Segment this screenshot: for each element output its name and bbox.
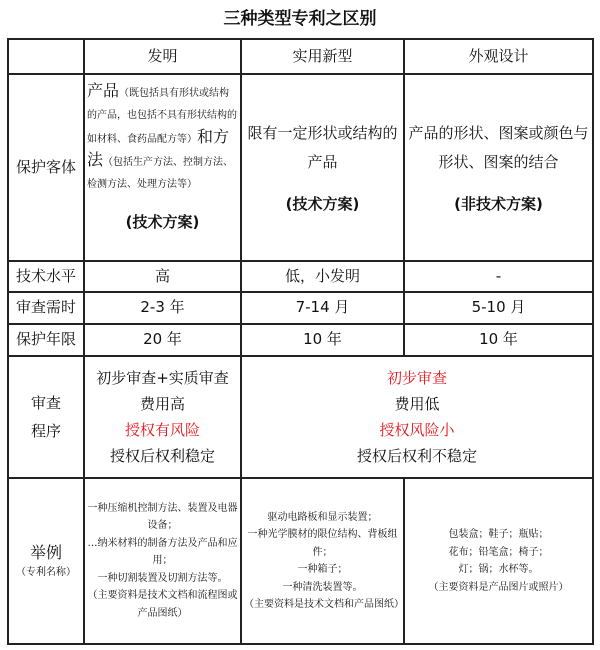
example: …纳米材料的制备方法及产品和应用；: [87, 537, 238, 567]
example: 一种清洗装置等。: [282, 581, 363, 593]
row-label: [8, 478, 84, 644]
invention-tag: (技术方案): [125, 212, 200, 231]
page-title: 三种类型专利之区别: [223, 9, 377, 29]
example: 一种箱子；: [297, 564, 348, 575]
row-label: 审查需时: [8, 292, 84, 324]
invention-cell: 20 年: [84, 324, 241, 356]
examples-row: [8, 478, 593, 644]
header-row: [8, 39, 593, 74]
invention-cell: [84, 74, 241, 261]
design-cell: [404, 74, 593, 261]
header-invention: 发明: [84, 39, 241, 74]
risk-line: 授权风险小: [379, 421, 455, 439]
risk-line: 授权有风险: [124, 421, 200, 439]
line: 初步审查+实质审查: [96, 368, 229, 387]
header-utility: 实用新型: [241, 39, 404, 74]
utility-cell: [241, 478, 404, 644]
utility-cell: 低，小发明: [241, 261, 404, 292]
sublabel: （专利名称）: [16, 566, 76, 578]
line: 授权后权利不稳定: [356, 447, 477, 466]
design-cell: [404, 478, 593, 644]
product-note: （既包括具有形状或结构的产品，也包括不具有形状结构的如材料、食药品配方等）: [87, 88, 237, 145]
time-row: [8, 292, 593, 324]
utility-cell: 7-14 月: [241, 292, 404, 324]
patent-comparison-table: [7, 38, 594, 645]
example: 一种光学膜材的限位结构、背板组件；: [247, 529, 398, 558]
label-line: 审查: [30, 393, 61, 412]
header-design: 外观设计: [404, 39, 593, 74]
design-text: 产品的形状、图案或颜色与形状、图案的结合: [408, 124, 589, 171]
label-line: 举例: [29, 542, 62, 562]
invention-cell: 高: [84, 261, 241, 292]
example-note: （主要资料是技术文档和流程图或产品图纸）: [87, 590, 238, 619]
example-note: （主要资料是产品图片或照片）: [428, 581, 569, 593]
design-cell: -: [404, 261, 593, 292]
design-tag: (非技术方案): [454, 195, 543, 214]
utility-tag: (技术方案): [285, 195, 360, 214]
invention-cell: [84, 356, 241, 478]
utility-cell: [241, 74, 404, 261]
invention-cell: [84, 478, 241, 644]
example: 一种压缩机控制方法、装置及电器设备；: [87, 502, 238, 532]
invention-cell: 2-3 年: [84, 292, 241, 324]
utility-text: 限有一定形状或结构的产品: [247, 124, 398, 171]
term-row: [8, 324, 593, 356]
row-label: 技术水平: [8, 261, 84, 292]
utility-design-cell: [241, 356, 593, 478]
line: 费用低: [394, 394, 440, 413]
example: 灯；锅；水杯等。: [458, 564, 539, 575]
product-text: 产品: [87, 81, 120, 100]
example: 一种切割装置及切割方法等。: [97, 572, 228, 584]
example-note: （主要资料是技术文档和产品图纸）: [244, 599, 404, 610]
example: 驱动电路板和显示装置；: [267, 511, 378, 523]
review-row: [8, 356, 593, 478]
design-cell: 10 年: [404, 324, 593, 356]
row-label: 保护客体: [8, 74, 84, 261]
protect-row: [8, 74, 593, 261]
design-cell: 5-10 月: [404, 292, 593, 324]
level-row: [8, 261, 593, 292]
row-label: [8, 356, 84, 478]
utility-cell: 10 年: [241, 324, 404, 356]
example: 包装盒；鞋子；瓶贴；: [448, 529, 549, 540]
line: 费用高: [139, 394, 185, 413]
example: 花布；铅笔盒；椅子；: [448, 546, 549, 558]
label-line: 程序: [30, 422, 61, 440]
row-label: 保护年限: [8, 324, 84, 356]
line: 初步审查: [386, 368, 447, 387]
method-note: （包括生产方法、控制方法、检测方法、处理方法等）: [87, 157, 234, 190]
header-empty: [8, 39, 84, 74]
method-text: 和方法: [87, 126, 230, 170]
line: 授权后权利稳定: [109, 447, 215, 466]
